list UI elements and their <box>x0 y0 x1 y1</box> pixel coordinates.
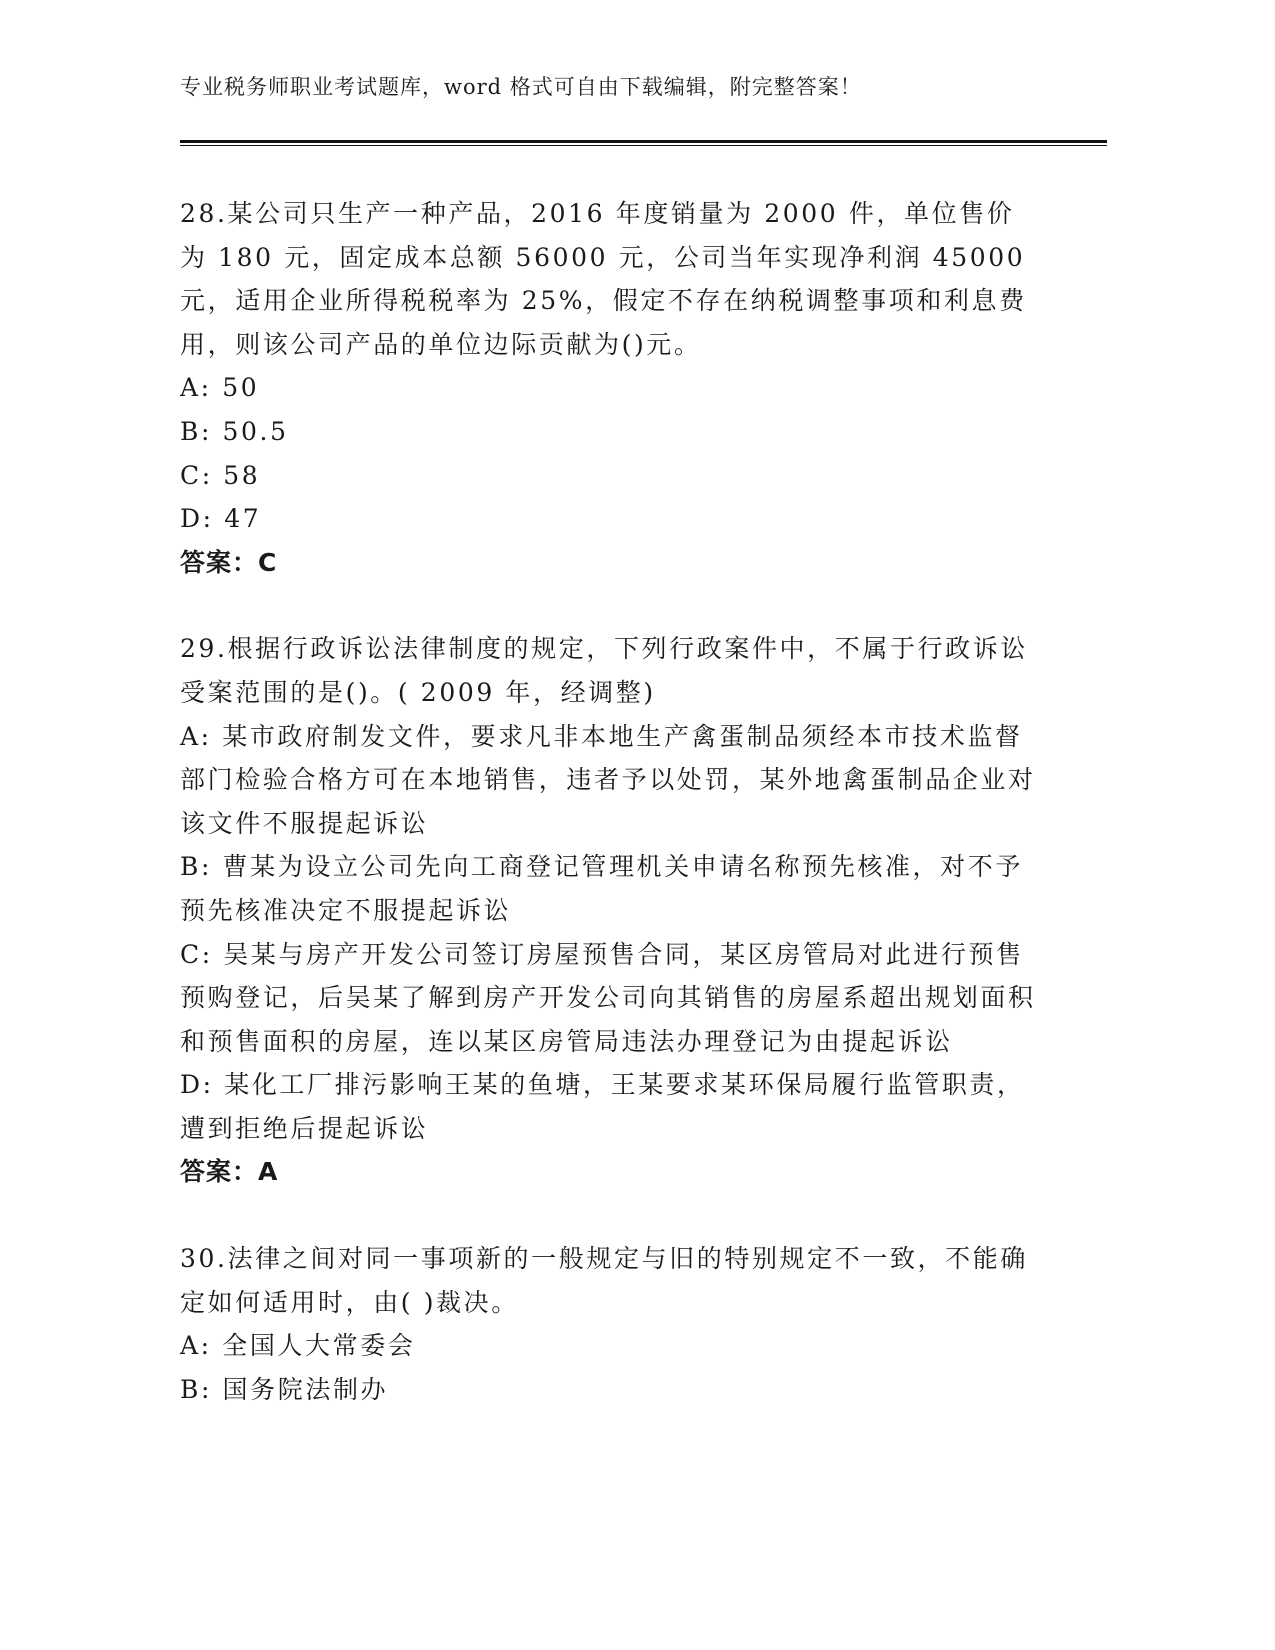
option-d: D: 某化工厂排污影响王某的鱼塘，王某要求某环保局履行监管职责，遭到拒绝后提起诉讼 <box>180 1070 1025 1143</box>
header-rule-thin <box>180 145 1107 146</box>
question-stem: 28.某公司只生产一种产品，2016 年度销量为 2000 件，单位售价为 180 元，固定成本总额 56000 元，公司当年实现净利润 45000 元，适用企业所得税税率为 25%，假定不存在纳税调整事项和利息费用，则该公司产品的单位边际贡献为()元。 <box>180 199 1027 359</box>
header-rule <box>180 140 1107 143</box>
option-c: C: 吴某与房产开发公司签订房屋预售合同，某区房管局对此进行预售预购登记，后吴某了解到房产开发公司向其销售的房屋系超出规划面积和预售面积的房屋，连以某区房管局违法办理登记为由提起诉讼 <box>180 939 1036 1056</box>
question-28 <box>180 192 1040 584</box>
option-b: B: 国务院法制办 <box>180 1374 389 1404</box>
question-stem: 30.法律之间对同一事项新的一般规定与旧的特别规定不一致，不能确定如何适用时，由( )裁决。 <box>180 1244 1028 1317</box>
option-b: B: 50.5 <box>180 416 289 446</box>
option-a: A: 某市政府制发文件，要求凡非本地生产禽蛋制品须经本市技术监督部门检验合格方可在本地销售，违者予以处罚，某外地禽蛋制品企业对该文件不服提起诉讼 <box>180 721 1036 838</box>
option-a: A: 全国人大常委会 <box>180 1331 416 1361</box>
question-stem: 29.根据行政诉讼法律制度的规定，下列行政案件中，不属于行政诉讼受案范围的是()。( 2009 年，经调整) <box>180 634 1028 707</box>
question-30 <box>180 1237 1040 1411</box>
question-list <box>180 192 1040 1454</box>
question-29 <box>180 627 1040 1194</box>
option-b: B: 曹某为设立公司先向工商登记管理机关申请名称预先核准，对不予预先核准决定不服提起诉讼 <box>180 852 1023 925</box>
answer-line: 答案：A <box>180 1157 279 1187</box>
page-header: 专业税务师职业考试题库，word 格式可自由下载编辑，附完整答案！ <box>180 75 862 99</box>
option-c: C: 58 <box>180 460 261 490</box>
answer-line: 答案：C <box>180 547 278 577</box>
option-d: D: 47 <box>180 504 262 534</box>
option-a: A: 50 <box>180 373 260 403</box>
